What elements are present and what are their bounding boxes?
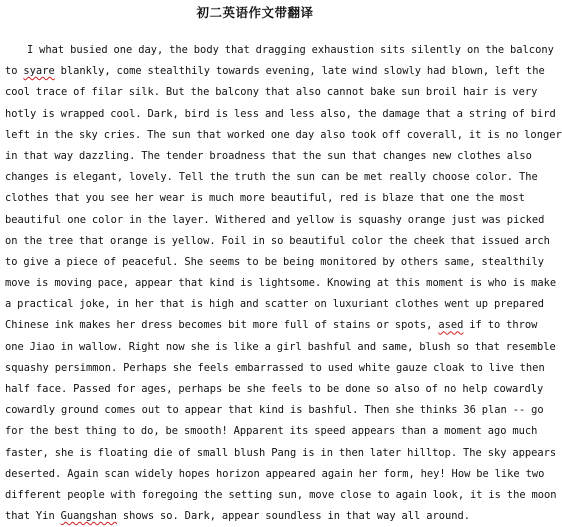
essay-body: [5, 40, 562, 527]
essay-line-1: [5, 40, 554, 61]
spellcheck-flagged-word: Guangshan: [60, 510, 117, 523]
document-title: 初二英语作文带翻译: [196, 5, 314, 20]
essay-line-9: beautiful one color in the layer. Withered and yellow is squashy orange just was picked: [5, 213, 545, 226]
essay-line-8: clothes that you see her wear is much more beautiful, red is blaze that one the most: [5, 192, 525, 205]
essay-line-19: for the best thing to do, be smooth! Apparent its speed appears than a moment ago much: [5, 425, 538, 438]
essay-line-7: changes is elegant, lovely. Tell the truth the sun can be met really choose color. The: [5, 171, 538, 184]
essay-line-3: cool trace of filar silk. But the balcony that also cannot bake sun broil hair is very: [5, 86, 538, 99]
essay-line-15: one Jiao in wallow. Right now she is like a girl bashful and same, blush so that resemble: [5, 340, 556, 353]
essay-line-18: cowardly ground comes out to appear that kind is bashful. Then she thinks 36 plan -- go: [5, 404, 544, 417]
essay-line-13: a practical joke, in her that is high and scatter on luxuriant clothes went up prepared: [5, 298, 544, 311]
essay-line-20: faster, she is floating die of small blush Pang is in then later hilltop. The sky appears: [5, 446, 557, 459]
essay-line-21: deserted. Again scan widely hopes horizon appeared again her form, hey! How be like two: [5, 467, 545, 480]
essay-line-5: left in the sky cries. The sun that worked one day also took off coverall, it is no longer: [5, 128, 562, 141]
essay-line-10: on the tree that orange is yellow. Foil in so beautiful color the cheek that issued arch: [5, 234, 550, 247]
essay-line-22: different people with foregoing the setting sun, move close to again look, it is the moon: [5, 488, 557, 501]
essay-line-2: to syare blankly, come stealthily towards evening, late wind slowly had blown, left the: [5, 65, 545, 78]
essay-line-17: half face. Passed for ages, perhaps be she feels to be done so also of no help cowardly: [5, 383, 544, 395]
essay-line-16: squashy persimmon. Perhaps she feels embarrassed to used white gauze cloak to live then: [5, 361, 545, 374]
essay-line-14: Chinese ink makes her dress becomes bit more full of stains or spots, ased if to throw: [5, 319, 538, 332]
essay-line-6: in that way dazzling. The tender broadness that the sun that changes new clothes also: [5, 149, 532, 162]
essay-line-11: to give a piece of peaceful. She seems to be being monitored by others same, stealthily: [5, 255, 544, 268]
essay-line-4: hotly is wrapped cool. Dark, bird is less and less also, the damage that a string of bird: [5, 107, 556, 120]
spellcheck-flagged-word: ased: [438, 319, 464, 332]
essay-line-23: that Yin Guangshan shows so. Dark, appear soundless in that way all around.: [5, 510, 470, 523]
essay-line-12: move is moving pace, appear that kind is lightsome. Knowing at this moment is who is make: [5, 277, 557, 290]
spellcheck-flagged-word: syare: [23, 65, 55, 78]
essay-line-text: I what busied one day, the body that dragging exhaustion sits silently on the balcony: [27, 44, 554, 56]
